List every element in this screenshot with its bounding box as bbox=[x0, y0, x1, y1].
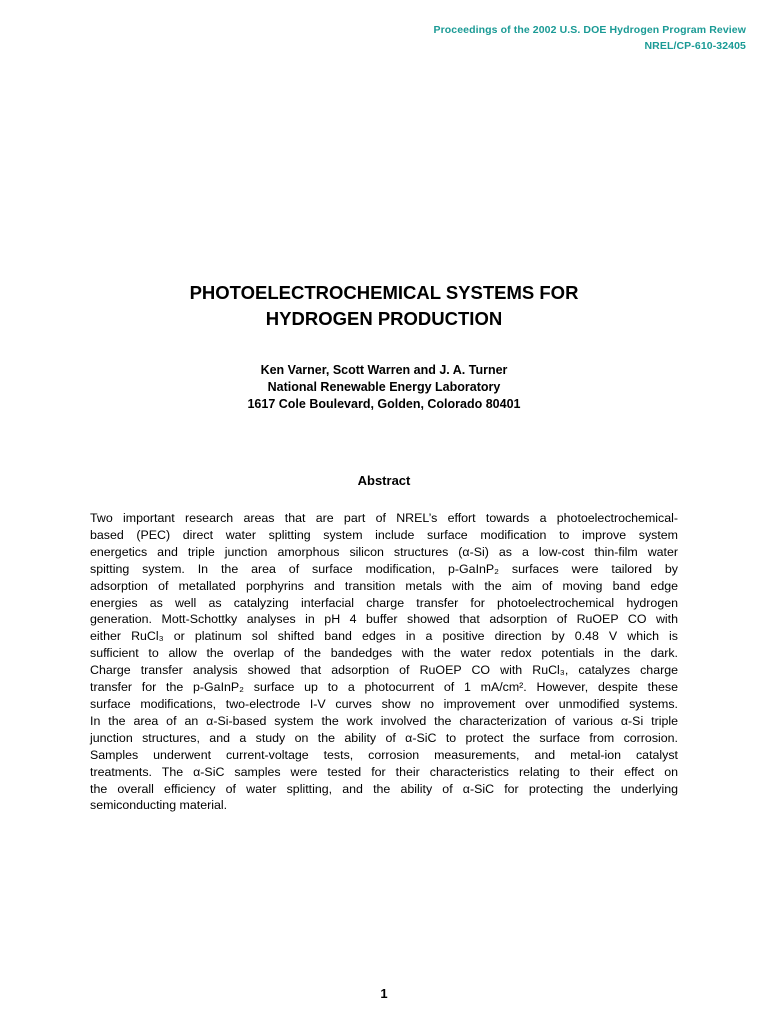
abstract-line: In the area of an α-Si-based system the work involved the characterization of various α-Si triple bbox=[90, 713, 678, 728]
abstract-line: junction structures, and a study on the ability of α-SiC to protect the surface from corrosion. bbox=[90, 730, 678, 745]
paper-title-line-2: HYDROGEN PRODUCTION bbox=[265, 308, 503, 329]
abstract-line: adsorption of metallated porphyrins and transition metals with the aim of moving band edge bbox=[90, 578, 678, 593]
author-block bbox=[0, 362, 768, 413]
abstract-line: based (PEC) direct water splitting system include surface modification to improve system bbox=[90, 527, 678, 542]
abstract-heading: Abstract bbox=[357, 473, 411, 488]
proceedings-title: Proceedings of the 2002 U.S. DOE Hydrogen Program Review bbox=[433, 24, 746, 36]
abstract-line: Two important research areas that are part of NREL’s effort towards a photoelectrochemical- bbox=[90, 511, 678, 525]
abstract-line: spitting system. In the area of surface modification, p-GaInP₂ surfaces were tailored by bbox=[90, 561, 678, 576]
author-address: 1617 Cole Boulevard, Golden, Colorado 80401 bbox=[247, 397, 521, 411]
abstract-line: Samples underwent current-voltage tests, corrosion measurements, and metal-ion catalyst bbox=[90, 747, 678, 762]
proceedings-header bbox=[433, 22, 746, 54]
abstract-line: the overall efficiency of water splitting, and the ability of α-SiC for protecting the underlying bbox=[90, 781, 678, 796]
paper-title bbox=[0, 280, 768, 332]
author-names: Ken Varner, Scott Warren and J. A. Turner bbox=[260, 363, 508, 377]
abstract-line: sufficient to allow the overlap of the bandedges with the water redox potentials in the dark. bbox=[90, 646, 678, 661]
abstract-line: generation. Mott-Schottky analyses in pH 4 buffer showed that adsorption of RuOEP CO with bbox=[90, 612, 678, 627]
abstract-line: transfer for the p-GaInP₂ surface up to a photocurrent of 1 mA/cm². However, despite these bbox=[90, 680, 678, 695]
abstract-body bbox=[90, 510, 678, 814]
abstract-line: either RuCl₃ or platinum sol shifted band edges in a positive direction by 0.48 V which is bbox=[90, 629, 678, 644]
abstract-line: energetics and triple junction amorphous silicon structures (α-Si) as a low-cost thin-film water bbox=[90, 544, 678, 559]
abstract-line: semiconducting material. bbox=[90, 798, 228, 813]
abstract-line: surface modifications, two-electrode I-V curves show no improvement over unmodified systems. bbox=[90, 696, 678, 711]
abstract-line: energies as well as catalyzing interfacial charge transfer for photoelectrochemical hydrogen bbox=[90, 595, 678, 610]
report-number: NREL/CP-610-32405 bbox=[644, 40, 746, 52]
paper-title-line-1: PHOTOELECTROCHEMICAL SYSTEMS FOR bbox=[189, 282, 579, 303]
abstract-line: Charge transfer analysis showed that adsorption of RuOEP CO with RuCl₃, catalyzes charge bbox=[90, 663, 678, 678]
page-number: 1 bbox=[380, 986, 388, 1001]
abstract-line: treatments. The α-SiC samples were tested for their characteristics relating to their effect on bbox=[90, 764, 678, 779]
author-affiliation: National Renewable Energy Laboratory bbox=[267, 380, 501, 394]
